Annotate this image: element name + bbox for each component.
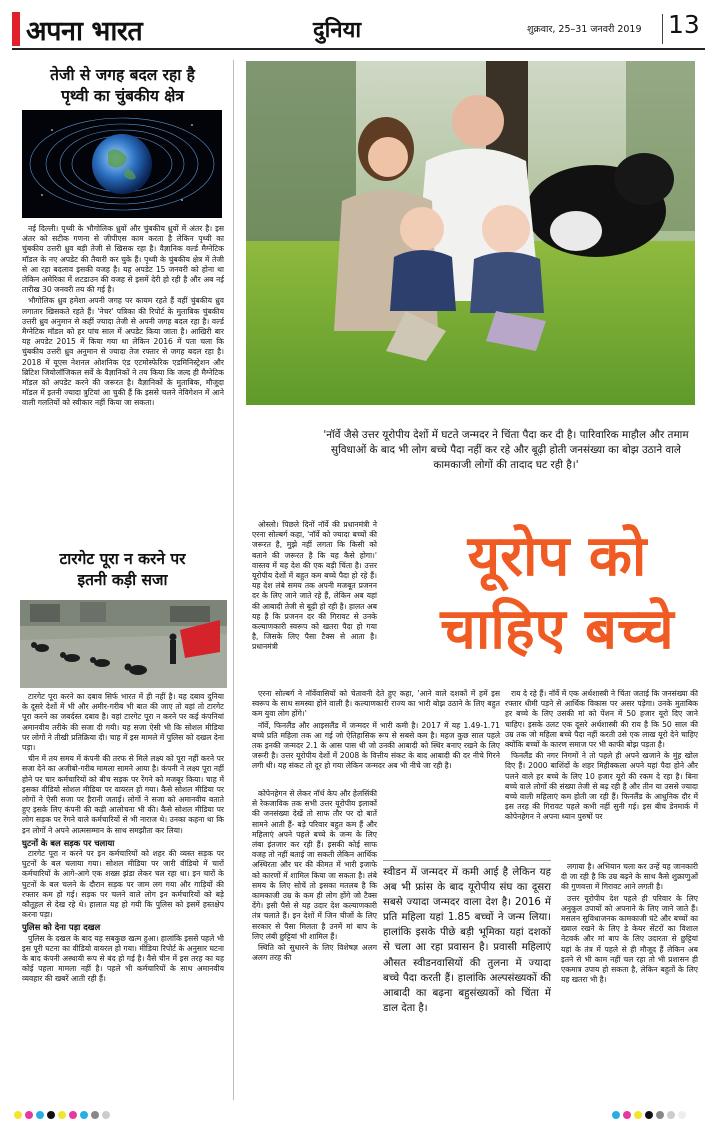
main-col1-lower	[252, 789, 377, 964]
main-paragraph: कोपेनहेगन से लेकर नॉर्थ केप और हेलसिंकी से रेकजाविक तक सभी उत्तर यूरोपीय इलाकों की जनसंख्या देखें तो साफ तौर पर दो बातें सामने आती हैं- बड़े परिवार बहुत कम हैं और महिलाएं अपने पहले बच्चे के जन्म के लिए लंबा इंतजार कर रही हैं। इसकी कोई साफ वजह तो नहीं बताई जा सकती लेकिन आर्थिक अस्थिरता और घर की कीमत में भारी इजाफे को कारणों में शामिल किया जा सकता है। लंबे समय के लिए सोचें तो इसका मतलब है कि कामकाजी उम्र के कम ही लोग होंगे जो टैक्स देंगे। इसी पैसे से यह उदार देश कल्याणकारी तंत्र चलाते हैं। इन देशों में जिन चीजों के लिए सरकार से पैसा मिलता है उनमें मां बाप के लिए लंबी छुट्टियां भी शामिल हैं।	[252, 789, 377, 941]
story2-paragraph: टारगेट पूरा करने का दबाव सिर्फ भारत में ही नहीं है। यह दबाव दुनिया के दूसरे देशों में भी और अमीर-गरीब भी बात की जाए तो वहां तो टारगेट पूरा करने का जबर्दस्त दबाव है। वहां टारगेट पूरा न करने पर कई कंपनियां अमानवीय तरीके की सजा दी गयी। यह सजा ऐसी भी कि सोशल मीडिया पर लोगों ने तीखी प्रतिक्रिया दी। चाह में इस मामले में पुलिस को दखल देना पड़ा।	[22, 692, 224, 753]
story2-body	[22, 692, 224, 986]
story1-headline-line2: पृथ्वी का चुंबकीय क्षेत्र	[61, 86, 184, 105]
color-marks-right	[612, 1104, 689, 1123]
story2-headline	[20, 548, 225, 590]
photo-caption-quote: 'नॉर्वे जैसे उत्तर यूरोपीय देशों में घटते जन्मदर ने चिंता पैदा कर दी है। पारिवारिक माहौल और तमाम सुविधाओं के बाद भी लोग बच्चे पैदा नहीं कर रहे और बूढ़ी होती जनसंख्या का बोझ उठाने वाले कामकाजी लोगों की तादाद घट रही है।'	[323, 429, 689, 471]
main-col-wide	[252, 689, 500, 773]
story2-subhead: घुटनों के बल सड़क पर चलाया	[22, 837, 115, 848]
earth-magnetic-field-image	[22, 110, 222, 218]
pull-quote-box: स्वीडन में जन्मदर में कमी आई है लेकिन यह अब भी फ्रांस के बाद यूरोपीय संघ का दूसरा सबसे ज्यादा जन्मदर वाला देश है। 2016 में प्रति महिला यहां 1.85 बच्चों ने जन्म लिया। हालांकि इसके पीछे बड़ी भूमिका यहां दशकों से चला आ रहा प्रवासन है। प्रवासी महिलाएं औसत स्वीडनवासियों की तुलना में ज्यादा बच्चे पैदा करती हैं। हालांकि अल्पसंख्यकों की आबादी का बढ़ना बहुसंख्यकों को चिंता में डाल देता है।	[383, 867, 551, 1014]
main-col1	[252, 520, 377, 654]
main-paragraph: उत्तर यूरोपीय देश पहले ही परिवार के लिए अनुकूल उपायों को अपनाने के लिए जाने जाते हैं। मसलन सुविधाजनक कामकाजी घंटे और बच्चों का ख्याल रखने के लिए डे केयर सेंटरों का विशाल नेटवर्क और मां बाप के लिए उदारता से छुट्टियां यहां के तंत्र में पहले से ही मौजूद हैं लेकिन अब इतने से भी काम नहीं चल रहा तो भी प्रशासन ही एकमात्र उपाय हो सकता है, लेकिन बहुतों के लिए यह खतरा भी है।	[561, 893, 698, 985]
story1-headline	[20, 64, 225, 106]
story2-paragraph: पुलिस के दखल के बाद यह सबकुछ खत्म हुआ। हालांकि इससे पहले भी इस पूरी घटना का वीडियो वायरल हो गया। मीडिया रिपोर्ट के अनुसार घटना के बाद कंपनी अस्थायी रूप से बंद हो गई है। वैसे चीन में इस तरह का यह कोई पहला मामला नहीं है। पहले भी कर्मचारियों के साथ अमानवीय व्यवहार की खबरें आती रही हैं।	[22, 933, 224, 984]
family-park-photo	[246, 61, 695, 405]
story2-paragraph: चीन में तय समय में कंपनी की तरफ से मिले लक्ष्य को पूरा नहीं करने पर सजा देने का अजीबो-गरीब मामला सामने आया है। कंपनी ने लक्ष्य पूरा नहीं होने पर चार कर्मचारियों को बीच सड़क पर रेंगने को मजबूर किया। चाह में इसका वीडियो सोशल मीडिया पर वायरल हो गया। कैसे सोशल मीडिया पर लोगों ने ऐसी सजा पर हैरानी जताई। लोगों ने सजा को अमानवीय बताते हुए इसके लिए कंपनी की कड़ी आलोचना भी की। कैसे सोशल मीडिया पर लोग सड़क पर रेंगने वाले कर्मचारियों से भी नाराज थे। उनका कहना था कि इन लोगों ने अपने आत्मसम्मान के साथ समझौता कर लिया।	[22, 754, 225, 835]
story2-headline-line2: इतनी कड़ी सजा	[77, 570, 168, 589]
main-paragraph: लगाया है। अभियान चला कर उन्हें यह जानकारी दी जा रही है कि उम्र बढ़ने के साथ कैसे शुक्राणुओं की गुणवत्ता में गिरावट आने लगती है।	[561, 862, 698, 892]
story1-paragraph: नई दिल्ली। पृथ्वी के भौगोलिक ध्रुवों और चुंबकीय ध्रुवों में अंतर है। इस अंतर को सटीक गणना से जीपीएस काम करता है लेकिन पृथ्वी का चुंबकीय उत्तरी ध्रुव बड़ी तेजी से खिसक रहा है। वैज्ञानिक वर्ल्ड मैग्नेटिक मॉडल के नए अपडेट की तैयारी कर चुके हैं। पृथ्वी के चुंबकीय क्षेत्र में तेजी से आ रहा बदलाव इसकी वजह है। यह अपडेट 15 जनवरी को होना था लेकिन अमेरिका में शटडाउन की वजह से इसमें देरी हो रही है और अब नई तारीख 30 जनवरी तय की गई है।	[22, 224, 224, 295]
main-col-narrow	[561, 862, 698, 986]
main-paragraph: स्थिति को सुधारने के लिए विशेषज्ञ अलग अलग तरह की	[252, 943, 377, 963]
main-paragraph: नॉर्वे, फिनलैंड और आइसलैंड में जन्मदर में भारी कमी है। 2017 में यह 1.49-1.71 बच्चे प्रति महिला तक आ गई जो ऐतिहासिक रूप से सबसे कम है। महज कुछ साल पहले तक इनकी जन्मदर 2.1 के आस पास थी जो उनकी आबादी को स्थिर बनाए रखने के लिए जरूरी है। उत्तर यूरोपीय देशों में 2008 के वित्तीय संकट के बाद आबादी की दर नीचे गिरने लगी थी। यह संकट तो दूर हो गया लेकिन जन्मदर अब भी नीचे जा रही है।	[252, 720, 500, 771]
story1-body	[22, 224, 224, 410]
story1-paragraph: भौगोलिक ध्रुव हमेशा अपनी जगह पर कायम रहते हैं वहीं चुंबकीय ध्रुव लगातार खिसकते रहते हैं। 'नेचर' पत्रिका की रिपोर्ट के मुताबिक चुंबकीय उत्तरी ध्रुव अनुमान से कहीं ज्यादा तेजी से अपनी जगह बदल रहा है। वर्ल्ड मैग्नेटिक मॉडल को हर पांच साल में अपडेट किया जाता है। आखिरी बार यह अपडेट 2015 में किया गया था लेकिन 2016 में पता चला कि चुंबकीय उत्तरी ध्रुव अनुमान से ज्यादा तेज रफ्तार से जगह बदल रहा है। 2018 में यूएस नेशनल ओशनिक एंड एटमोस्फेरिक एडमिनिस्ट्रेशन और ब्रिटिश जियोलॉजिकल सर्वे के वैज्ञानिकों ने तय किया कि जल्द ही मैग्नेटिक मॉडल को अपडेट करने की जरूरत है। वैज्ञानिकों के मुताबिक, मौजूदा मॉडल में इतनी ज्यादा त्रुटियां आ चुकी हैं कि इससे चलने नेविगेशन में आने वाली गलतियों को स्वीकार नहीं किया जा सकता।	[22, 296, 224, 408]
header-divider	[662, 14, 663, 44]
section-title: दुनिया	[313, 17, 362, 43]
color-marks-left	[14, 1104, 113, 1123]
story1-headline-line1: तेजी से जगह बदल रहा है	[50, 65, 195, 84]
main-paragraph: एरना सोल्बर्ग ने नॉर्वेवासियों को चेतावनी देते हुए कहा, 'आने वाले दशकों में हमें इस स्वरूप के साथ समस्या होने वाली है। कल्याणकारी राज्य का भारी बोझ उठाने के लिए बहुत कम युवा लोग होंगे।'	[252, 689, 500, 719]
main-col-right	[505, 689, 698, 824]
employees-crawling-photo	[20, 600, 227, 688]
story2-subhead: पुलिस को देना पड़ा दखल	[22, 922, 101, 933]
main-headline	[408, 520, 706, 666]
story2-paragraph: टारगेट पूरा न करने पर इन कर्मचारियों को शहर की व्यस्त सड़क पर घुटनों के बल चलाया गया। सोशल मीडिया पर जारी वीडियो में चारों कर्मचारियों के आगे-आगे एक शख्स झंडा लेकर चल रहा था। इन चारों के घुटनों के बल चलने के दौरान सड़क पर जाम लग गया और गाड़ियों की रफ्तार कम हो गई। सड़क पर चलने वाले लोग इन कर्मचारियों को बड़े कौतूहल से देख रहे थे। हालात यह हो गयी कि पुलिस को इसमें हस्तक्षेप करना पड़ा।	[22, 849, 224, 920]
brand-accent-bar	[12, 12, 20, 46]
main-paragraph: ओस्लो। पिछले दिनों नॉर्वे की प्रधानमंत्री ने एरना सोल्बर्ग कहा, 'नॉर्वे को ज्यादा बच्चों की जरूरत है, मुझे नहीं लगता कि किसी को बताने की जरूरत है कि यह कैसे होगा।' वास्तव में यह देश की एक बड़ी चिंता है। उत्तर यूरोपीय देशों में बहुत कम बच्चे पैदा हो रहे हैं। यह देश लंबे समय तक अपनी मजबूत प्रजनन दर के लिए जाने जाते रहे हैं, लेकिन अब यहां की आबादी तेजी से बूढ़ी हो रही है। हालत अब यह है कि प्रजनन दर की गिरावट से उनके कल्याणकारी स्वरूप को खतरा पैदा हो गया है, जिसके लिए पैसा टैक्स से आता है। प्रधानमंत्री	[252, 520, 377, 652]
dateline: शुक्रवार, 25–31 जनवरी 2019	[527, 24, 642, 35]
main-paragraph: फिनलैंड की नगर निगमों ने तो पहले ही अपने खजाने के मुंह खोल दिए हैं। 2000 बाशिंदों के शहर मिहीक्कला अपने यहां पैदा होने और पलने वाले हर बच्चे के लिए 10 हजार यूरो की रकम दे रहा है। बिना बच्चे वाले लोगों की संख्या तेजी से बढ़ रही है और तीन या उससे ज्यादा बच्चे वाली महिलाएं कम होती जा रही हैं। फिनलैंड के आधुनिक दौर में इस तरह की गिरावट पहले कभी नहीं सुनी गई। इस बीच डेनमार्क में कोपेनहेगन ने अपना ध्यान पुरुषों पर	[505, 751, 698, 822]
column-divider	[233, 60, 234, 1100]
header-rule	[12, 48, 705, 50]
pull-quote-rule	[383, 860, 551, 861]
main-headline-line1: यूरोप को	[467, 523, 647, 589]
main-headline-line2: चाहिए बच्चे	[440, 596, 674, 662]
story2-headline-line1: टारगेट पूरा न करने पर	[59, 549, 186, 568]
newspaper-brand: अपना भारत	[26, 16, 143, 47]
main-paragraph: राय दे रहे हैं। नॉर्वे में एक अर्थशास्त्री ने चिंता जताई कि जनसंख्या की रफ्तार धीमी पड़ने से आर्थिक विकास पर असर पड़ेगा। उनके मुताबिक हर बच्चे के लिए उसकी मां को पेंशन में 50 हजार यूरो दिए जाने चाहिए। इसके उलट एक दूसरे अर्थशास्त्री की राय है कि 50 साल की उम्र तक जो महिला बच्चे पैदा नहीं करती उसे एक लाख यूरो देने चाहिए क्योंकि बच्चों के कारण समाज पर भी काफी बोझ पड़ता है।	[505, 689, 698, 750]
registration-marks	[0, 1100, 717, 1114]
page-number: 13	[668, 10, 700, 39]
